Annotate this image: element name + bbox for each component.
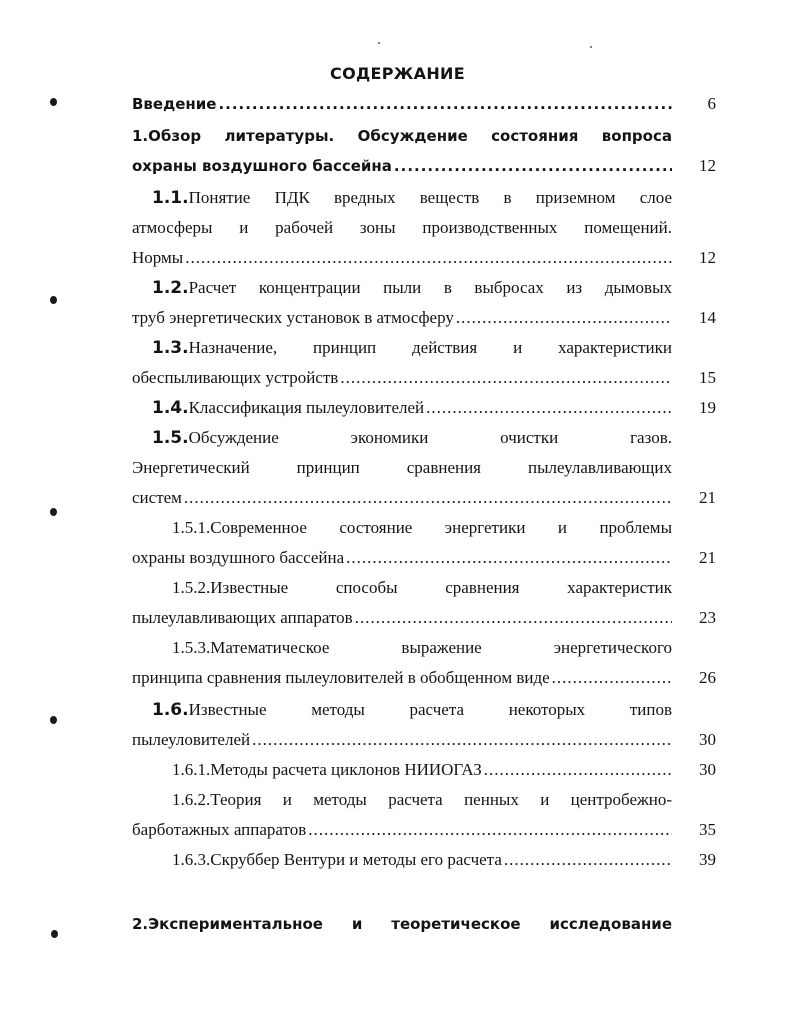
section-title-part: Обсуждение экономики очистки газов. [188,428,672,447]
toc-page-number: 35 [699,820,716,839]
toc-page-number: 6 [707,94,716,113]
dot-leader [394,154,672,178]
toc-entry-1-5-2 [132,606,672,630]
toc-entry-text: барботажных аппаратов [132,820,307,839]
toc-page-number: 15 [699,368,716,387]
toc-entry-text: пылеуловителей [132,730,251,749]
toc-entry-text [152,396,424,420]
toc-entry-introduction [132,92,672,116]
dot-leader [218,92,672,116]
scan-speck [378,42,380,44]
toc-entry-1-5 [132,486,672,510]
toc-page-number: 21 [699,488,716,507]
dot-leader [340,366,672,390]
toc-page-number: 21 [699,548,716,567]
toc-page-number: 30 [699,730,716,749]
section-number: 1.6. [152,700,189,720]
toc-entry-text: труб энергетических установок в атмосферу [132,308,454,327]
toc-page-number: 19 [699,398,716,417]
toc-entry-text: 1.6.1.Методы расчета циклонов НИИОГАЗ [172,760,482,779]
dot-leader [484,758,672,782]
toc-entry-text: охраны воздушного бассейна [132,157,392,175]
toc-entry-1-6-2-line1: 1.6.2.Теория и методы расчета пенных и центробежно- [172,790,672,809]
toc-entry-1-5-3-line1: 1.5.3.Математическое выражение энергетического [172,638,672,657]
toc-entry-1-4 [152,396,672,420]
toc-entry-chapter1 [132,154,672,178]
toc-page-number: 39 [699,850,716,869]
toc-entry-1-6-line1 [152,698,672,722]
toc-entry-1-6-2 [132,818,672,842]
section-title-part: Известные методы расчета некоторых типов [188,700,672,719]
page-title: СОДЕРЖАНИЕ [330,64,465,83]
toc-entry-1-5-line2: Энергетический принцип сравнения пылеулавливающих [132,458,672,477]
toc-entry-1-2-line1 [152,276,672,300]
toc-entry-1-3-line1 [152,336,672,360]
punch-mark [50,716,57,724]
section-number: 1.4. [152,398,189,418]
punch-mark [51,930,58,938]
dot-leader [185,246,672,270]
dot-leader [252,728,672,752]
toc-page-number: 14 [699,308,716,327]
toc-entry-chapter2-line1: 2.Экспериментальное и теоретическое исследование [132,915,672,933]
toc-entry-chapter1-line1: 1.Обзор литературы. Обсуждение состояния вопроса [132,127,672,145]
toc-entry-1-6-3 [172,848,672,872]
section-number: 1.2. [152,278,189,298]
toc-entry-1-1 [132,246,672,270]
toc-entry-1-5-1-line1: 1.5.1.Современное состояние энергетики и проблемы [172,518,672,537]
toc-entry-text: 1.6.3.Скруббер Вентури и методы его расчета [172,850,502,869]
dot-leader [355,606,672,630]
punch-mark [50,296,57,304]
toc-entry-text: обеспыливающих устройств [132,368,339,387]
toc-page-number: 23 [699,608,716,627]
dot-leader [184,486,672,510]
punch-mark [50,508,57,516]
toc-entry-1-6 [132,728,672,752]
toc-entry-1-5-line1 [152,426,672,450]
section-number: 1.1. [152,188,189,208]
section-title-part: Классификация пылеуловителей [188,398,425,417]
dot-leader [504,848,672,872]
toc-entry-text: охраны воздушного бассейна [132,548,345,567]
section-number: 1.3. [152,338,189,358]
section-title-part: Назначение, принцип действия и характеристики [188,338,672,357]
toc-entry-text: Нормы [132,248,184,267]
toc-entry-1-6-1 [172,758,672,782]
toc-entry-1-5-1 [132,546,672,570]
scan-speck [590,46,592,48]
section-title-part: Понятие ПДК вредных веществ в приземном слое [188,188,672,207]
toc-page-number: 30 [699,760,716,779]
toc-entry-text: систем [132,488,182,507]
toc-entry-1-5-2-line1: 1.5.2.Известные способы сравнения характеристик [172,578,672,597]
punch-mark [50,98,57,106]
toc-entry-1-2 [132,306,672,330]
dot-leader [552,666,672,690]
toc-page-number: 12 [699,156,716,175]
toc-entry-1-5-3 [132,666,672,690]
dot-leader [308,818,672,842]
toc-entry-text: пылеулавливающих аппаратов [132,608,353,627]
toc-entry-1-1-line2: атмосферы и рабочей зоны производственных помещений. [132,218,672,237]
toc-page-number: 26 [699,668,716,687]
toc-entry-text: принципа сравнения пылеуловителей в обобщенном виде [132,668,550,687]
toc-entry-text: Введение [132,95,217,113]
dot-leader [426,396,672,420]
section-title-part: Расчет концентрации пыли в выбросах из дымовых [188,278,672,297]
dot-leader [456,306,672,330]
toc-entry-1-3 [132,366,672,390]
toc-page-number: 12 [699,248,716,267]
dot-leader [346,546,672,570]
section-number: 1.5. [152,428,189,448]
toc-entry-1-1-line1 [152,186,672,210]
